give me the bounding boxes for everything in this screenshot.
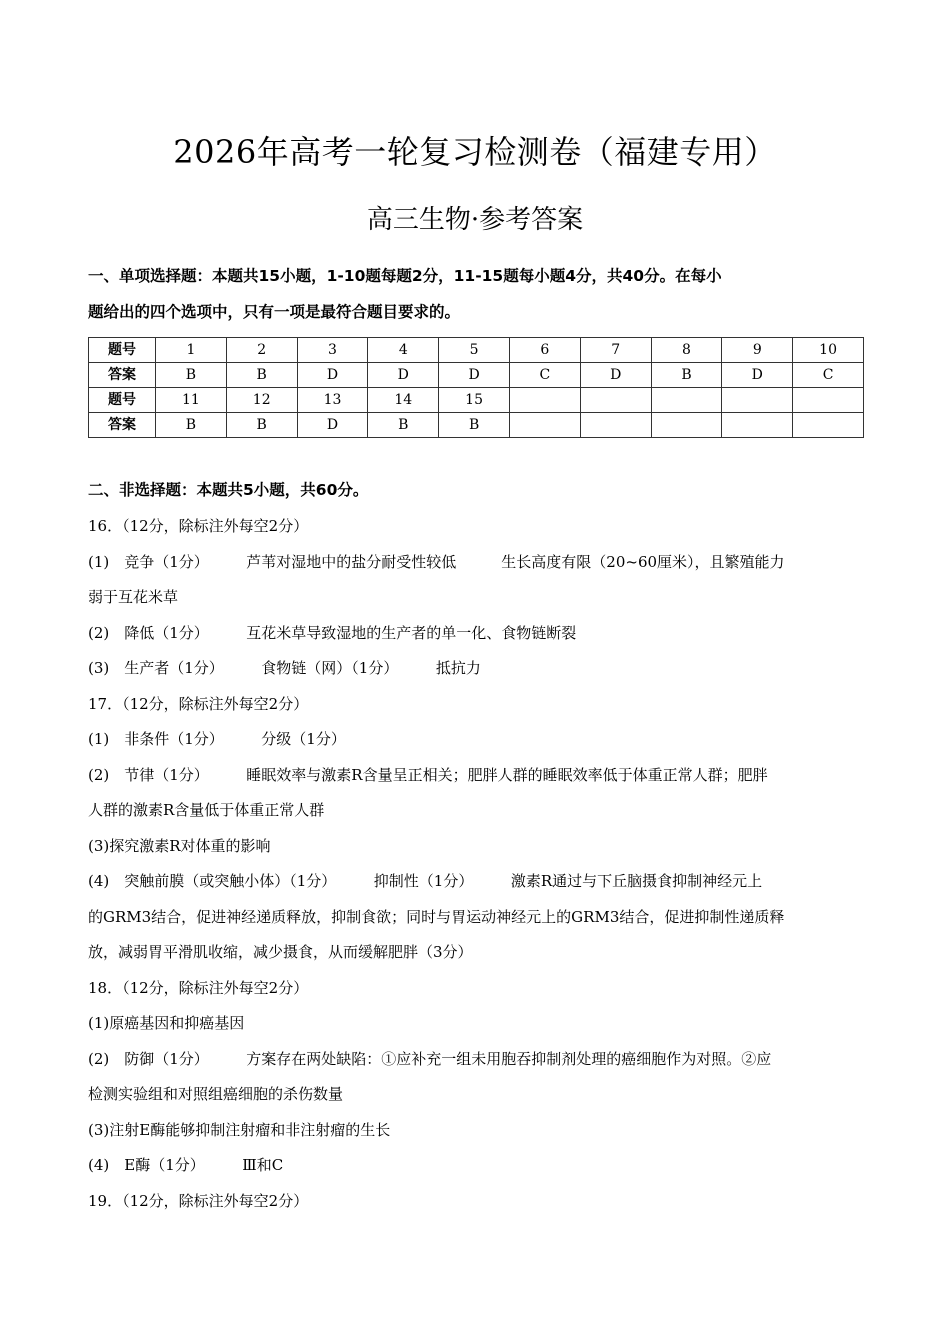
answer-line: (4) E酶（1分） Ⅲ和C xyxy=(88,1156,284,1174)
table-row xyxy=(89,363,864,388)
question-number-cell: 1 xyxy=(156,338,227,363)
answer-line: 弱于互花米草 xyxy=(88,588,179,606)
answer-cell: B xyxy=(439,413,510,438)
question-number-cell: 9 xyxy=(722,338,793,363)
question-number-cell: 14 xyxy=(368,388,439,413)
answer-line: (4) 突触前膜（或突触小体）（1分） 抑制性（1分） 激素R通过与下丘脑摄食抑制神经元上 xyxy=(88,872,763,890)
table-row xyxy=(89,388,864,413)
question-number-cell: 5 xyxy=(439,338,510,363)
question-number-cell: 13 xyxy=(297,388,368,413)
question-16-header: 16．（12分，除标注外每空2分） xyxy=(88,517,309,535)
empty-cell xyxy=(793,388,864,413)
answer-line: 检测实验组和对照组癌细胞的杀伤数量 xyxy=(88,1085,344,1103)
answer-cell: D xyxy=(580,363,651,388)
table-row xyxy=(89,413,864,438)
answer-cell: B xyxy=(651,363,722,388)
answer-cell: D xyxy=(722,363,793,388)
empty-cell xyxy=(651,388,722,413)
answer-line: (3)探究激素R对体重的影响 xyxy=(88,836,271,855)
row-label-answer: 答案 xyxy=(89,413,156,438)
question-18-header: 18．（12分，除标注外每空2分） xyxy=(88,978,309,997)
answer-cell: D xyxy=(368,363,439,388)
section1-heading-line2: 题给出的四个选项中，只有一项是最符合题目要求的。 xyxy=(88,303,461,321)
question-number-cell: 11 xyxy=(156,388,227,413)
document-title: 2026年高考一轮复习检测卷（福建专用） xyxy=(173,133,777,171)
answer-line: (1)原癌基因和抑癌基因 xyxy=(88,1014,245,1032)
answer-text-block xyxy=(88,509,858,1219)
empty-cell xyxy=(651,413,722,438)
answer-line: 的GRM3结合，促进神经递质释放，抑制食欲；同时与胃运动神经元上的GRM3结合，促进抑制性递质释 xyxy=(88,907,785,926)
empty-cell xyxy=(722,413,793,438)
row-label-question-number: 题号 xyxy=(89,338,156,363)
answer-line: (2) 节律（1分） 睡眠效率与激素R含量呈正相关；肥胖人群的睡眠效率低于体重正常人群；肥胖 xyxy=(88,765,768,784)
answer-cell: D xyxy=(297,363,368,388)
question-number-cell: 6 xyxy=(509,338,580,363)
answer-cell: D xyxy=(439,363,510,388)
question-number-cell: 12 xyxy=(226,388,297,413)
row-label-question-number: 题号 xyxy=(89,388,156,413)
empty-cell xyxy=(722,388,793,413)
section2-heading: 二、非选择题：本题共5小题，共60分。 xyxy=(88,481,369,499)
answer-cell: C xyxy=(509,363,580,388)
answer-line: (3) 生产者（1分） 食物链（网）（1分） 抵抗力 xyxy=(88,659,481,677)
question-number-cell: 4 xyxy=(368,338,439,363)
answer-cell: B xyxy=(156,363,227,388)
question-19-header: 19．（12分，除标注外每空2分） xyxy=(88,1191,309,1210)
answer-line: 放，减弱胃平滑肌收缩，减少摄食，从而缓解肥胖（3分） xyxy=(88,943,473,961)
question-number-cell: 3 xyxy=(297,338,368,363)
empty-cell xyxy=(580,413,651,438)
empty-cell xyxy=(793,413,864,438)
answer-line: 人群的激素R含量低于体重正常人群 xyxy=(88,801,325,819)
question-number-cell: 7 xyxy=(580,338,651,363)
answer-line: (2) 防御（1分） 方案存在两处缺陷：①应补充一组未用胞吞抑制剂处理的癌细胞作为对照。②应 xyxy=(88,1049,772,1068)
answer-cell: B xyxy=(156,413,227,438)
question-17-header: 17．（12分，除标注外每空2分） xyxy=(88,694,309,713)
section1-heading-line1: 一、单项选择题：本题共15小题，1-10题每题2分，11-15题每小题4分，共40分。在每小 xyxy=(88,267,722,285)
answer-line: (3)注射E酶能够抑制注射瘤和非注射瘤的生长 xyxy=(88,1120,391,1139)
answer-cell: C xyxy=(793,363,864,388)
question-number-cell: 10 xyxy=(793,338,864,363)
answer-line: (1) 非条件（1分） 分级（1分） xyxy=(88,730,346,748)
answer-cell: B xyxy=(226,413,297,438)
answer-cell: D xyxy=(297,413,368,438)
question-number-cell: 15 xyxy=(439,388,510,413)
row-label-answer: 答案 xyxy=(89,363,156,388)
empty-cell xyxy=(509,413,580,438)
answer-cell: B xyxy=(368,413,439,438)
answer-table xyxy=(88,337,864,438)
document-subtitle: 高三生物·参考答案 xyxy=(366,205,584,235)
empty-cell xyxy=(580,388,651,413)
empty-cell xyxy=(509,388,580,413)
answer-line: (2) 降低（1分） 互花米草导致湿地的生产者的单一化、食物链断裂 xyxy=(88,623,577,642)
table-row xyxy=(89,338,864,363)
question-number-cell: 8 xyxy=(651,338,722,363)
answer-cell: B xyxy=(226,363,297,388)
question-number-cell: 2 xyxy=(226,338,297,363)
answer-line: (1) 竞争（1分） 芦苇对湿地中的盐分耐受性较低 生长高度有限（20~60厘米），且繁殖能力 xyxy=(88,552,785,571)
